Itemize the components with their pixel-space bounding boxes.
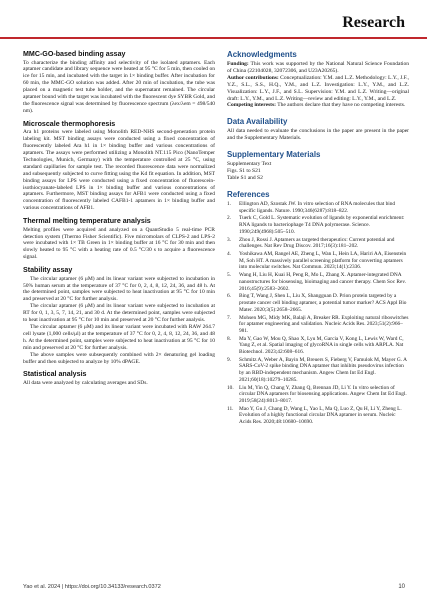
header-rule [0, 37, 427, 39]
text: This work was supported by the National Natural Science Foundation of China (22104028, 32072306, and U23A20265). [227, 61, 409, 74]
journal-name: Research [342, 14, 405, 31]
text: Conceptualization: Y.M. and L.Z. Methodology: L.Y., J.F., Y.Z., S.L., S.S., H.Q., Y.M., and L.Z. Investigation: L.Y., Y.M., and L.Z. Visualization: L.Y., J.F., and S.L. Supervision: Y.M. and L.Z. Writing—original draft: L.Y., Y.M., and L.Z. Writing—review and editing: L.Y., Y.M., and L.Z. [227, 74, 409, 102]
reference-text: Liu M, Yin Q, Chang Y, Zhang Q, Brennan JD, Li Y. In vitro selection of circular DNA aptamers for biosensing applications. Angew Chem Int Ed Engl. 2019;58(24):8013–8017. [239, 384, 407, 404]
reference-item: 3. Zhou J, Rossi J. Aptamers as targeted therapeutics: Current potential and challenges. Nat Rev Drug Discov. 2017;16(3):181–202. [227, 236, 395, 250]
paragraph: Ara h1 proteins were labeled using Monolith RED-NHS second-generation protein labeling kit. MST binding assays were conducted using a fixed concentration of fluorescently labeled Ara h1 in 1× binding buffer and various concentrations of aptamers. The assays were performed utilizing a Monolith NT.115 Pico (NanoTemper Technologies, Munich, Germany) with the temperature controlled at 25 °C, using standard capillaries for sample test. The recorded fluorescence data were normalized and subsequently subjected to curve fitting using the Kd fit equation. In addition, MST binding assays for LPS were conducted using a fixed concentration of fluorescein-isothiocyanate-labeled LPS in 1× binding buffer and various concentrations of aptamers. Furthermore, MST binding assays for AFB1 were conducted using a fixed concentration of fluorescently labeled CAFB1-1 aptamers in 1× binding buffer and various concentrations of AFB1. [23, 129, 215, 212]
left-column [23, 50, 215, 392]
reference-text: Bing T, Wang J, Shen L, Liu X, Shangguan D. Prion protein targeted by a prostate cancer cell binding aptamer, a potential tumor marker? ACS Appl Bio Mater. 2020;3(5):2658–2665. [239, 293, 407, 313]
reference-text: Ellington AD, Szostak JW. In vitro selection of RNA molecules that bind specific ligands. Nature. 1990;346(6287):818–822. [239, 200, 396, 214]
section-heading: Thermal melting temperature analysis [23, 217, 151, 226]
footer-citation[interactable]: Yao et al. 2024 | https://doi.org/10.34133/research.0372 [23, 584, 161, 590]
section-heading: Microscale thermophoresis [23, 119, 116, 128]
reference-item: 5. Wang H, Liu H, Kuai H, Peng R, Mo L, Zhang X. Aptamer-integrated DNA nanostructures for biosensing, bioimaging and cancer therapy. Chem Soc Rev. 2016;45(9):2583–2602. [227, 272, 406, 292]
page-number: 10 [398, 584, 405, 590]
text: The authors declare that they have no competing interests. [275, 102, 406, 109]
reference-item: 7. Mohsen MG, Midy MK, Balaji A, Breaker RR. Exploiting natural riboswitches for aptamer engineering and validation. Nucleic Acids Res. 2023;51(2):966–981. [227, 314, 409, 334]
reference-item: 1. Ellington AD, Szostak JW. In vitro selection of RNA molecules that bind specific ligands. Nature. 1990;346(6287):818–822. [227, 200, 396, 214]
reference-text: Mao Y, Gu J, Chang D, Wang L, Yao L, Ma Q, Luo Z, Qu H, Li Y, Zheng L. Evolution of a highly functional circular DNA aptamer in serum. Nucleic Acids Res. 2020;48:10680–10690. [239, 405, 402, 426]
section-heading: MMC-GO-based binding assay [23, 50, 126, 58]
reference-text: Schmitz A, Weber A, Bayin M, Breuers S, Fieberg V, Famulok M, Mayer G. A SARS-CoV-2 spike binding DNA aptamer that inhibits pseudovirus infection by an RBD-independent mechanism. Angew Chem Int Ed Engl. 2021;60(18):10279–10285. [239, 356, 407, 383]
label: Funding: [227, 61, 249, 67]
competing-interests-paragraph [227, 102, 409, 109]
section-heading: Statistical analysis [23, 370, 87, 379]
reference-item: 8. Ma Y, Gao W, Mou Q, Shao X, Lyu M, Garcia V, Kong L, Lewis W, Ward C, Yang Z, et al. Spatial imaging of glycoRNA in single cells with ARPLA. Nat Biotechnol. 2023;42:608–616. [227, 335, 404, 355]
paragraph: The circular aptamer (6 μM) and its linear variant were incubated with RAW 264.7 cell lysate (1,000 cells/μl) at the temperature of 37 °C for 0, 2, 4, 8, 12, 24, 36, and 48 h. At the determined point, samples were subjected to heat inactivation at 95 °C for 10 min and preserved at 20 °C for further analysis. [23, 324, 215, 351]
supplementary-heading: Supplementary Materials [227, 150, 321, 160]
supplementary-item: Supplementary Text [227, 161, 272, 168]
acknowledgments-heading: Acknowledgments [227, 50, 297, 59]
data-availability-heading: Data Availability [227, 117, 288, 127]
reference-item: 11. Mao Y, Gu J, Chang D, Wang L, Yao L, Ma Q, Luo Z, Qu H, Li Y, Zheng L. Evolution of a highly functional circular DNA aptamer in serum. Nucleic Acids Res. 2020;48:10680–10690. [227, 405, 402, 426]
reference-text: Yoshikawa AM, Rangel AE, Zheng L, Wan L, Hein LA, Hariri AA, Eisenstein M, Soh HT. A massively parallel screening platform for converting aptamers into molecular switches. Nat Commun. 2023;14(1):2336. [239, 251, 407, 271]
reference-text: Zhou J, Rossi J. Aptamers as targeted therapeutics: Current potential and challenges. Nat Rev Drug Discov. 2017;16(3):181–202. [239, 236, 395, 250]
reference-list [227, 201, 409, 426]
reference-text: Mohsen MG, Midy MK, Balaji A, Breaker RR. Exploiting natural riboswitches for aptamer engineering and validation. Nucleic Acids Res. 2023;51(2):966–981. [239, 314, 409, 334]
data-availability-text: All data needed to evaluate the conclusions in the paper are present in the paper and the Supplementary Materials. [227, 128, 409, 142]
contributions-paragraph [227, 75, 409, 103]
paragraph: The circular aptamer (6 μM) and its linear variant were subjected to incubation at RT for 0, 1, 3, 5, 7, 14, 21, and 30 d. At the determined point, samples were subjected to heat inactivation at 95 °C for 10 min and preserved at 20 °C for further analysis. [23, 303, 215, 324]
section-heading: Stability assay [23, 266, 73, 275]
supplementary-item: Table S1 and S2 [227, 174, 263, 181]
funding-paragraph [227, 61, 409, 75]
paragraph: Melting profiles were acquired and analyzed on a QuantStudio 5 real-time PCR detection system (Thermo Fisher Scientific). Five micromolars of CLPS-2 and LPS-2 were incubated with 1× TB Green in 1× binding buffer at 16 °C for 30 min and then slowly heated to 95 °C with a heating rate of 0.5 °C/30 s to acquire a fluorescence signal. [23, 226, 215, 261]
references-heading: References [227, 189, 270, 199]
supplementary-item: Figs. S1 to S21 [227, 168, 261, 175]
reference-item: 10. Liu M, Yin Q, Chang Y, Zhang Q, Brennan JD, Li Y. In vitro selection of circular DNA aptamers for biosensing applications. Angew Chem Int Ed Engl. 2019;58(24):8013–8017. [227, 384, 407, 404]
reference-text: Ma Y, Gao W, Mou Q, Shao X, Lyu M, Garcia V, Kong L, Lewis W, Ward C, Yang Z, et al. Spatial imaging of glycoRNA in single cells with ARPLA. Nat Biotechnol. 2023;42:608–616. [239, 335, 404, 355]
right-column [227, 50, 409, 427]
reference-item: 9. Schmitz A, Weber A, Bayin M, Breuers S, Fieberg V, Famulok M, Mayer G. A SARS-CoV-2 spike binding DNA aptamer that inhibits pseudovirus infection by an RBD-independent mechanism. Angew Chem Int Ed Engl. 2021;60(18):10279–10285. [227, 356, 407, 383]
paragraph: To characterize the binding affinity and selectivity of the isolated aptamers. Each aptamer candidate and library sequence were heated at 95 °C for 5 min, then cooled on ice for 15 min, and incubated with the target in 1× binding buffer. After incubation for 60 min, the MMC-GO solution was added. After 20 min of incubation, the tube was placed on a magnetic test tube holder, and the supernatant remained. The circular aptamer bound with the target was incubated with the fluorescent dye SYBR Gold, and the fluorescence signal was determined by fluorescence spectrum (λex/λem = 498/540 nm). [23, 59, 215, 114]
label: Competing interests: [227, 102, 276, 109]
paragraph: The above samples were subsequently combined with 2× denaturing gel loading buffer and then subjected to analyze by 10% dPAGE. [23, 351, 215, 365]
paragraph: The circular aptamer (6 μM) and its linear variant were subjected to incubation in 50% human serum at the temperature of 37 °C for 0, 2, 4, 8, 12, 24, 36, and 48 h. At the determined point, samples were subjected to heat inactivation at 95 °C for 10 min and preserved at 20 °C for further analysis. [23, 275, 215, 303]
reference-item: 6. Bing T, Wang J, Shen L, Liu X, Shangguan D. Prion protein targeted by a prostate cancer cell binding aptamer, a potential tumor marker? ACS Appl Bio Mater. 2020;3(5):2658–2665. [227, 293, 407, 313]
label: Author contributions: [227, 74, 279, 81]
reference-text: Wang H, Liu H, Kuai H, Peng R, Mo L, Zhang X. Aptamer-integrated DNA nanostructures for biosensing, bioimaging and cancer therapy. Chem Soc Rev. 2016;45(9):2583–2602. [239, 272, 406, 292]
reference-item: 4. Yoshikawa AM, Rangel AE, Zheng L, Wan L, Hein LA, Hariri AA, Eisenstein M, Soh HT. A massively parallel screening platform for converting aptamers into molecular switches. Nat Commun. 2023;14(1):2336. [227, 251, 407, 271]
reference-text: Tuerk C, Gold L. Systematic evolution of ligands by exponential enrichment: RNA ligands to bacteriophage T4 DNA polymerase. Science. 1990;249(4968):505–510. [239, 215, 405, 235]
reference-item: 2. Tuerk C, Gold L. Systematic evolution of ligands by exponential enrichment: RNA ligands to bacteriophage T4 DNA polymerase. Science. 1990;249(4968):505–510. [227, 215, 405, 235]
paragraph: All data were analyzed by calculating averages and SDs. [23, 379, 148, 386]
